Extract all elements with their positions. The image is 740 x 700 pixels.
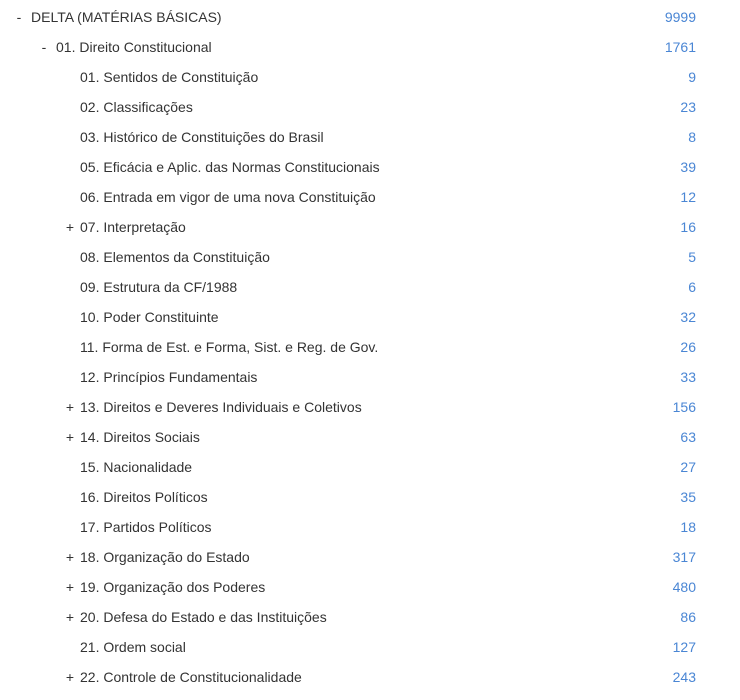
expand-toggle[interactable]: + (65, 219, 75, 235)
tree-node-label[interactable]: 17. Partidos Políticos (80, 519, 212, 535)
tree-node-label[interactable]: 11. Forma de Est. e Forma, Sist. e Reg. de Gov. (80, 339, 379, 355)
collapse-toggle[interactable]: - (41, 39, 47, 55)
expand-toggle[interactable]: + (65, 609, 75, 625)
tree-node-label[interactable]: 14. Direitos Sociais (80, 429, 200, 445)
tree-node-label[interactable]: 15. Nacionalidade (80, 459, 193, 475)
tree-node-label[interactable]: 03. Histórico de Constituições do Brasil (80, 129, 324, 145)
tree-node-topic[interactable] (0, 632, 740, 662)
expand-toggle[interactable]: + (65, 429, 75, 445)
question-count: 12 (680, 189, 696, 205)
tree-node-label[interactable]: 06. Entrada em vigor de uma nova Constituição (80, 189, 376, 205)
tree-node-topic[interactable] (0, 452, 740, 482)
tree-node-label[interactable]: 07. Interpretação (80, 219, 186, 235)
question-count: 23 (680, 99, 696, 115)
question-count: 63 (680, 429, 696, 445)
tree-node-label[interactable]: 08. Elementos da Constituição (80, 249, 270, 265)
question-count: 1761 (664, 39, 696, 55)
tree-node-label[interactable]: 13. Direitos e Deveres Individuais e Coletivos (80, 399, 362, 415)
tree-node-label[interactable]: 05. Eficácia e Aplic. das Normas Constitucionais (80, 159, 380, 175)
collapse-toggle[interactable]: - (16, 9, 22, 25)
tree-node-label[interactable]: 21. Ordem social (80, 639, 186, 655)
tree-node-topic[interactable] (0, 512, 740, 542)
question-count: 33 (680, 369, 696, 385)
question-count: 6 (688, 279, 696, 295)
tree-node-label[interactable]: 16. Direitos Políticos (80, 489, 208, 505)
question-count: 480 (672, 579, 696, 595)
tree-node-label[interactable]: 22. Controle de Constitucionalidade (80, 669, 302, 685)
expand-toggle[interactable]: + (65, 669, 75, 685)
tree-node-topic[interactable] (0, 422, 740, 452)
tree-node-topic[interactable] (0, 242, 740, 272)
tree-node-topic[interactable] (0, 482, 740, 512)
question-count: 8 (688, 129, 696, 145)
tree-node-topic[interactable] (0, 92, 740, 122)
tree-node-topic[interactable] (0, 392, 740, 422)
expand-toggle[interactable]: + (65, 579, 75, 595)
question-count: 39 (680, 159, 696, 175)
question-count: 26 (680, 339, 696, 355)
question-count: 86 (680, 609, 696, 625)
question-count: 317 (672, 549, 696, 565)
tree-node-label[interactable]: 18. Organização do Estado (80, 549, 250, 565)
question-count: 156 (672, 399, 696, 415)
question-count: 127 (672, 639, 696, 655)
tree-node-topic[interactable] (0, 602, 740, 632)
tree-node-label[interactable]: 19. Organização dos Poderes (80, 579, 266, 595)
tree-node-topic[interactable] (0, 212, 740, 242)
tree-node-label[interactable]: 01. Sentidos de Constituição (80, 69, 259, 85)
tree-node-label[interactable]: 10. Poder Constituinte (80, 309, 219, 325)
question-count: 5 (688, 249, 696, 265)
tree-node-topic[interactable] (0, 182, 740, 212)
question-count: 243 (672, 669, 696, 685)
tree-node-label[interactable]: 12. Princípios Fundamentais (80, 369, 258, 385)
tree-node-label[interactable]: 02. Classificações (80, 99, 193, 115)
tree-node-root[interactable] (0, 2, 740, 32)
question-count: 9999 (664, 9, 696, 25)
tree-node-label[interactable]: DELTA (MATÉRIAS BÁSICAS) (31, 9, 222, 25)
question-count: 9 (688, 69, 696, 85)
tree-node-topic[interactable] (0, 272, 740, 302)
expand-toggle[interactable]: + (65, 549, 75, 565)
tree-node-label[interactable]: 09. Estrutura da CF/1988 (80, 279, 238, 295)
tree-node-label[interactable]: 20. Defesa do Estado e das Instituições (80, 609, 327, 625)
tree-node-topic[interactable] (0, 542, 740, 572)
tree-node-label[interactable]: 01. Direito Constitucional (56, 39, 212, 55)
tree-node-topic[interactable] (0, 662, 740, 692)
tree-node-topic[interactable] (0, 362, 740, 392)
tree-node-topic[interactable] (0, 122, 740, 152)
question-count: 16 (680, 219, 696, 235)
question-count: 18 (680, 519, 696, 535)
question-count: 32 (680, 309, 696, 325)
tree-node-topic[interactable] (0, 332, 740, 362)
tree-node-topic[interactable] (0, 62, 740, 92)
tree-node-topic[interactable] (0, 302, 740, 332)
question-count: 35 (680, 489, 696, 505)
tree-node-topic[interactable] (0, 152, 740, 182)
tree-node-topic[interactable] (0, 572, 740, 602)
question-count: 27 (680, 459, 696, 475)
expand-toggle[interactable]: + (65, 399, 75, 415)
tree-node-subject[interactable] (0, 32, 740, 62)
